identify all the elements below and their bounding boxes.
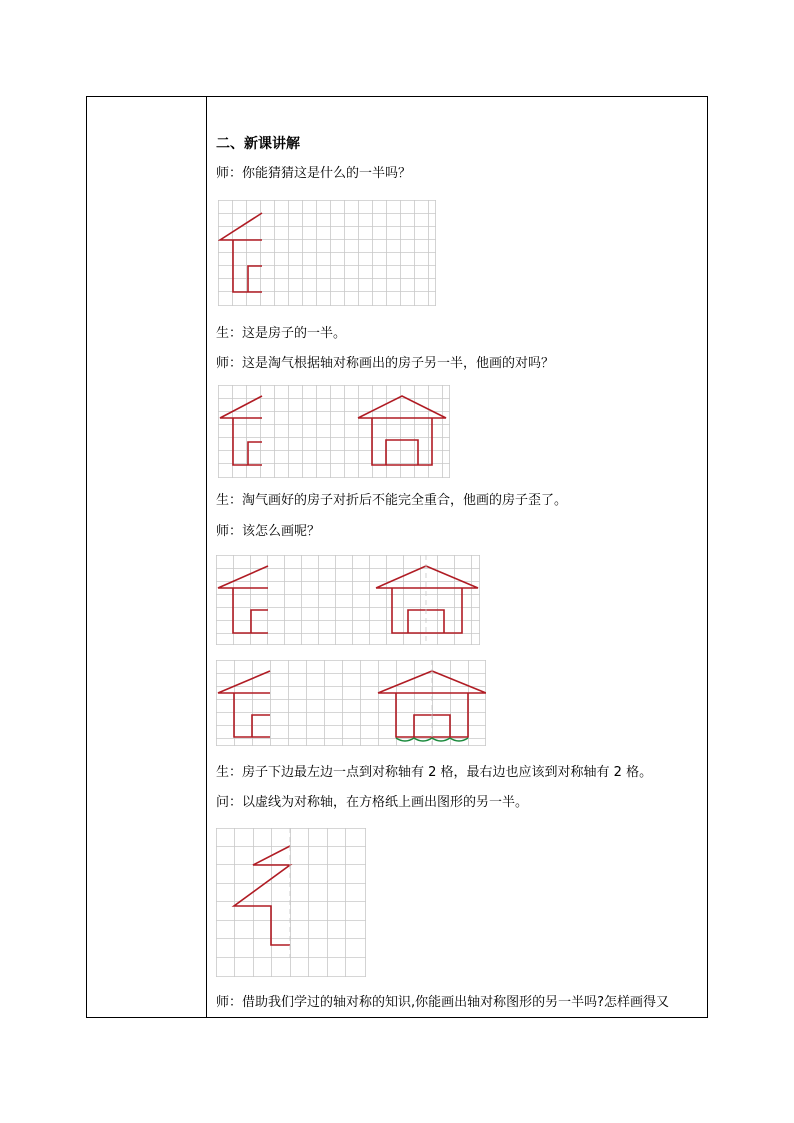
grid-lines — [216, 555, 480, 645]
grid-lines — [218, 200, 436, 306]
half-house-shape — [220, 396, 262, 418]
figure-half-house — [218, 200, 436, 306]
section-heading: 二、新课讲解 — [216, 136, 300, 152]
figure-axis-house-2 — [216, 660, 486, 746]
figure-axis-house-1 — [216, 555, 480, 645]
teacher-question-4: 师：借助我们学过的轴对称的知识,你能画出轴对称图形的另一半吗?怎样画得又 — [216, 995, 670, 1010]
skewed-house-roof — [358, 396, 446, 418]
exercise-prompt: 问：以虚线为对称轴，在方格纸上画出图形的另一半。 — [216, 795, 529, 810]
teacher-question-3: 师：该怎么画呢？ — [216, 524, 321, 539]
student-answer-3: 生：房子下边最左边一点到对称轴有 2 格，最右边也应该到对称轴有 2 格。 — [216, 765, 653, 780]
half-house-shape — [218, 566, 268, 588]
teacher-question-2: 师：这是淘气根据轴对称画出的房子另一半，他画的对吗？ — [216, 356, 555, 371]
half-house-door — [252, 715, 270, 737]
figure-skewed-house — [218, 385, 450, 478]
half-house-door — [248, 266, 262, 292]
grid-lines — [218, 385, 450, 478]
student-answer-2: 生：淘气画好的房子对折后不能完全重合，他画的房子歪了。 — [216, 493, 568, 508]
figure-exercise — [216, 828, 366, 977]
half-house-door — [251, 610, 268, 633]
exercise-shape — [234, 846, 290, 945]
teacher-question-1: 师：你能猜猜这是什么的一半吗？ — [216, 166, 412, 181]
student-answer-1: 生：这是房子的一半。 — [216, 326, 347, 341]
half-house-door — [248, 442, 262, 465]
skewed-house-walls — [372, 418, 432, 465]
table-column-divider — [206, 96, 207, 1018]
house-roof — [376, 566, 478, 588]
skewed-house-door — [386, 440, 418, 465]
half-house-shape — [218, 671, 270, 693]
grid-lines — [216, 660, 486, 746]
